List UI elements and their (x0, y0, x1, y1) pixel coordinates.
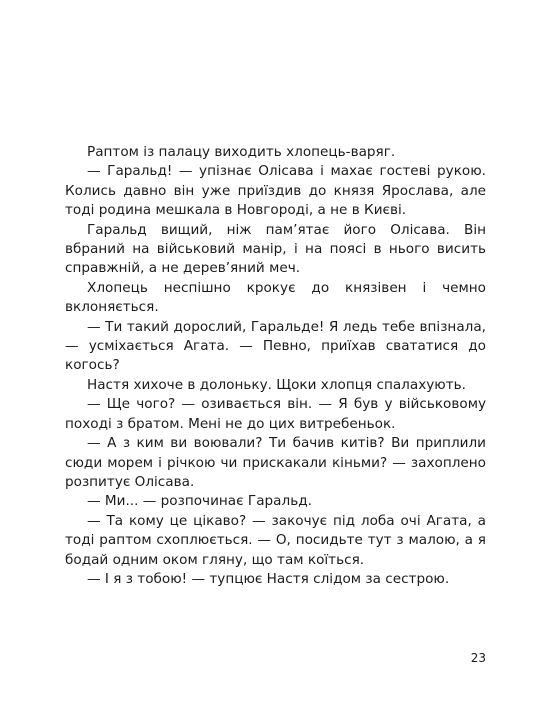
paragraph-1: Раптом із палацу виходить хлопець-варяг. (87, 144, 396, 160)
paragraph-7: — Ще чого? — озивається він. — Я був у військовому поході з братом. Мені не до цих витребеньок. (65, 396, 486, 432)
paragraph-2: — Гаральд! — упізнає Олісава і махає гостеві рукою. Колись давно він уже приїздив до князя Ярослава, але тоді родина мешкала в Новгороді, а не в Києві. (65, 163, 486, 219)
story-text (65, 143, 486, 589)
paragraph-11: — І я з тобою! — тупцює Настя слідом за сестрою. (87, 570, 450, 587)
paragraph-6: Настя хихоче в долоньку. Щоки хлопця спалахують. (87, 376, 466, 393)
page-number: 23 (470, 651, 486, 665)
paragraph-10: — Та кому це цікаво? — закочує під лоба очі Агата, а тоді раптом схоплюється. — О, посидьте тут з малою, а я бодай одним оком гляну, що там коїться. (65, 512, 486, 568)
paragraph-3: Гаральд вищий, ніж пам’ятає його Олісава. Він вбраний на військовий манір, і на поясі в нього висить справжній, а не дерев’яний меч. (65, 221, 486, 277)
paragraph-9: — Ми... — розпочинає Гаральд. (87, 493, 312, 510)
paragraph-4: Хлопець неспішно крокує до князівен і чемно вклоняється. (65, 279, 486, 316)
paragraph-5: — Ти такий дорослий, Гаральде! Я ледь тебе впізнала, — усміхається Агата. — Певно, приїхав свататися до когось? (65, 318, 486, 374)
paragraph-8: — А з ким ви воювали? Ти бачив китів? Ви приплили сюди морем і річкою чи прискакали кіньми? — захоплено розпитує Олісава. (65, 435, 486, 490)
